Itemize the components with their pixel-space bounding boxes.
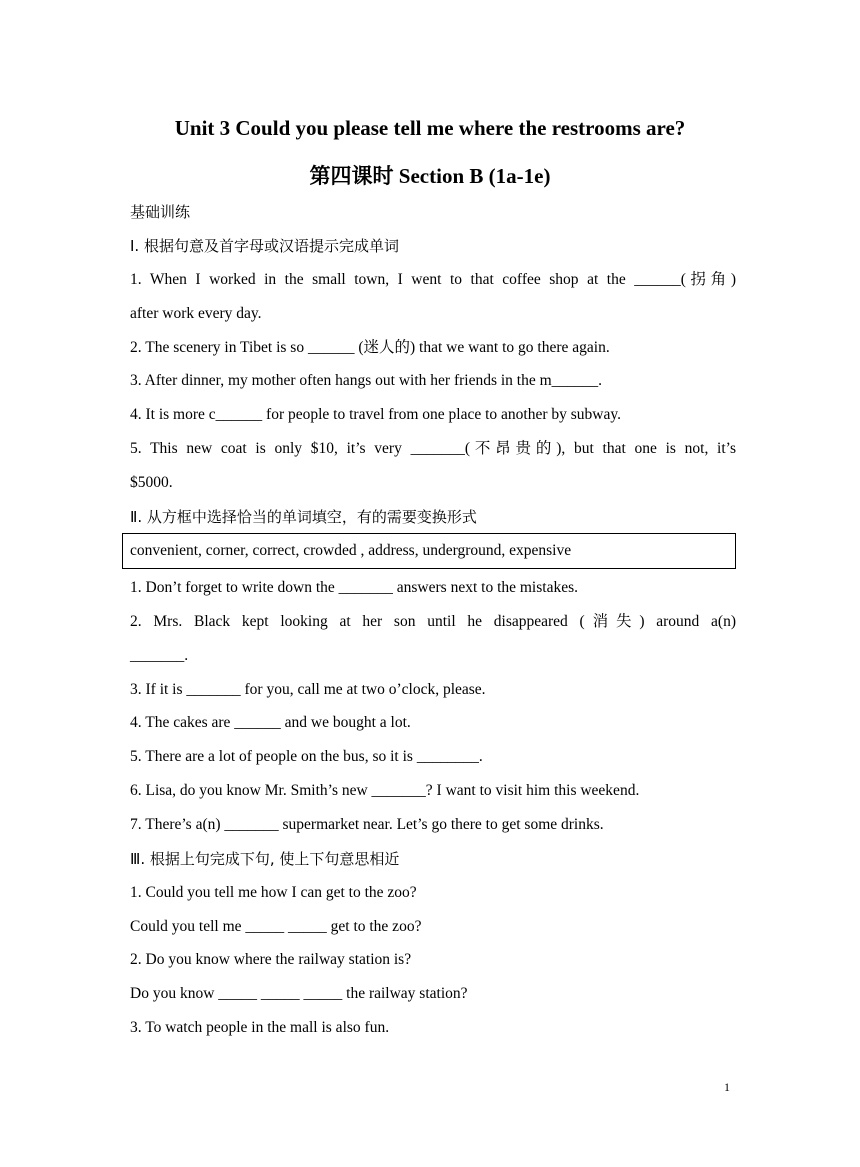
page-number: 1 (724, 1080, 730, 1094)
section-2-line: 6. Lisa, do you know Mr. Smith’s new _______? I want to visit him this weekend. (130, 782, 640, 799)
section-3-heading: Ⅲ. 根据上句完成下句, 使上下句意思相近 (130, 850, 400, 868)
section-1-line: 2. The scenery in Tibet is so ______ (迷人的) that we want to go there again. (130, 339, 610, 356)
section-3-line: Could you tell me _____ _____ get to the zoo? (130, 918, 422, 935)
section-1-line: after work every day. (130, 305, 262, 322)
section-3-line: 1. Could you tell me how I can get to the zoo? (130, 884, 417, 901)
category-label: 基础训练 (130, 203, 191, 221)
word-box (122, 533, 736, 569)
section-2-line: 5. There are a lot of people on the bus, so it is ________. (130, 748, 483, 765)
section-2-line: 7. There’s a(n) _______ supermarket near. Let’s go there to get some drinks. (130, 816, 604, 833)
document-title: Unit 3 Could you please tell me where the restrooms are? (174, 116, 686, 140)
section-3-line: 2. Do you know where the railway station is? (130, 951, 412, 968)
section-2-line: 1. Don’t forget to write down the _______ answers next to the mistakes. (130, 579, 578, 596)
section-1-heading: Ⅰ. 根据句意及首字母或汉语提示完成单词 (130, 237, 399, 255)
section-1-line: $5000. (130, 474, 173, 491)
section-1-line: 3. After dinner, my mother often hangs out with her friends in the m______. (130, 372, 603, 389)
word-box-text: convenient, corner, correct, crowded , address, underground, expensive (130, 542, 572, 559)
section-2-line: 4. The cakes are ______ and we bought a lot. (130, 714, 411, 731)
section-1-line: 1. When I worked in the small town, I went to that coffee shop at the ______(拐角) (130, 271, 736, 288)
section-1-line: 5. This new coat is only $10, it’s very _______(不昂贵的), but that one is not, it’s (130, 440, 736, 457)
section-2-line: 3. If it is _______ for you, call me at two o’clock, please. (130, 681, 486, 698)
section-1-line: 4. It is more c______ for people to travel from one place to another by subway. (130, 406, 621, 423)
section-2-line: 2. Mrs. Black kept looking at her son until he disappeared (消失) around a(n) (130, 613, 736, 630)
section-3-line: 3. To watch people in the mall is also fun. (130, 1019, 390, 1036)
document-subtitle: 第四课时 Section B (1a-1e) (309, 164, 551, 188)
section-2-line: _______. (130, 647, 189, 664)
section-2-heading: Ⅱ. 从方框中选择恰当的单词填空，有的需要变换形式 (130, 508, 477, 526)
section-3-line: Do you know _____ _____ _____ the railway station? (130, 985, 468, 1002)
